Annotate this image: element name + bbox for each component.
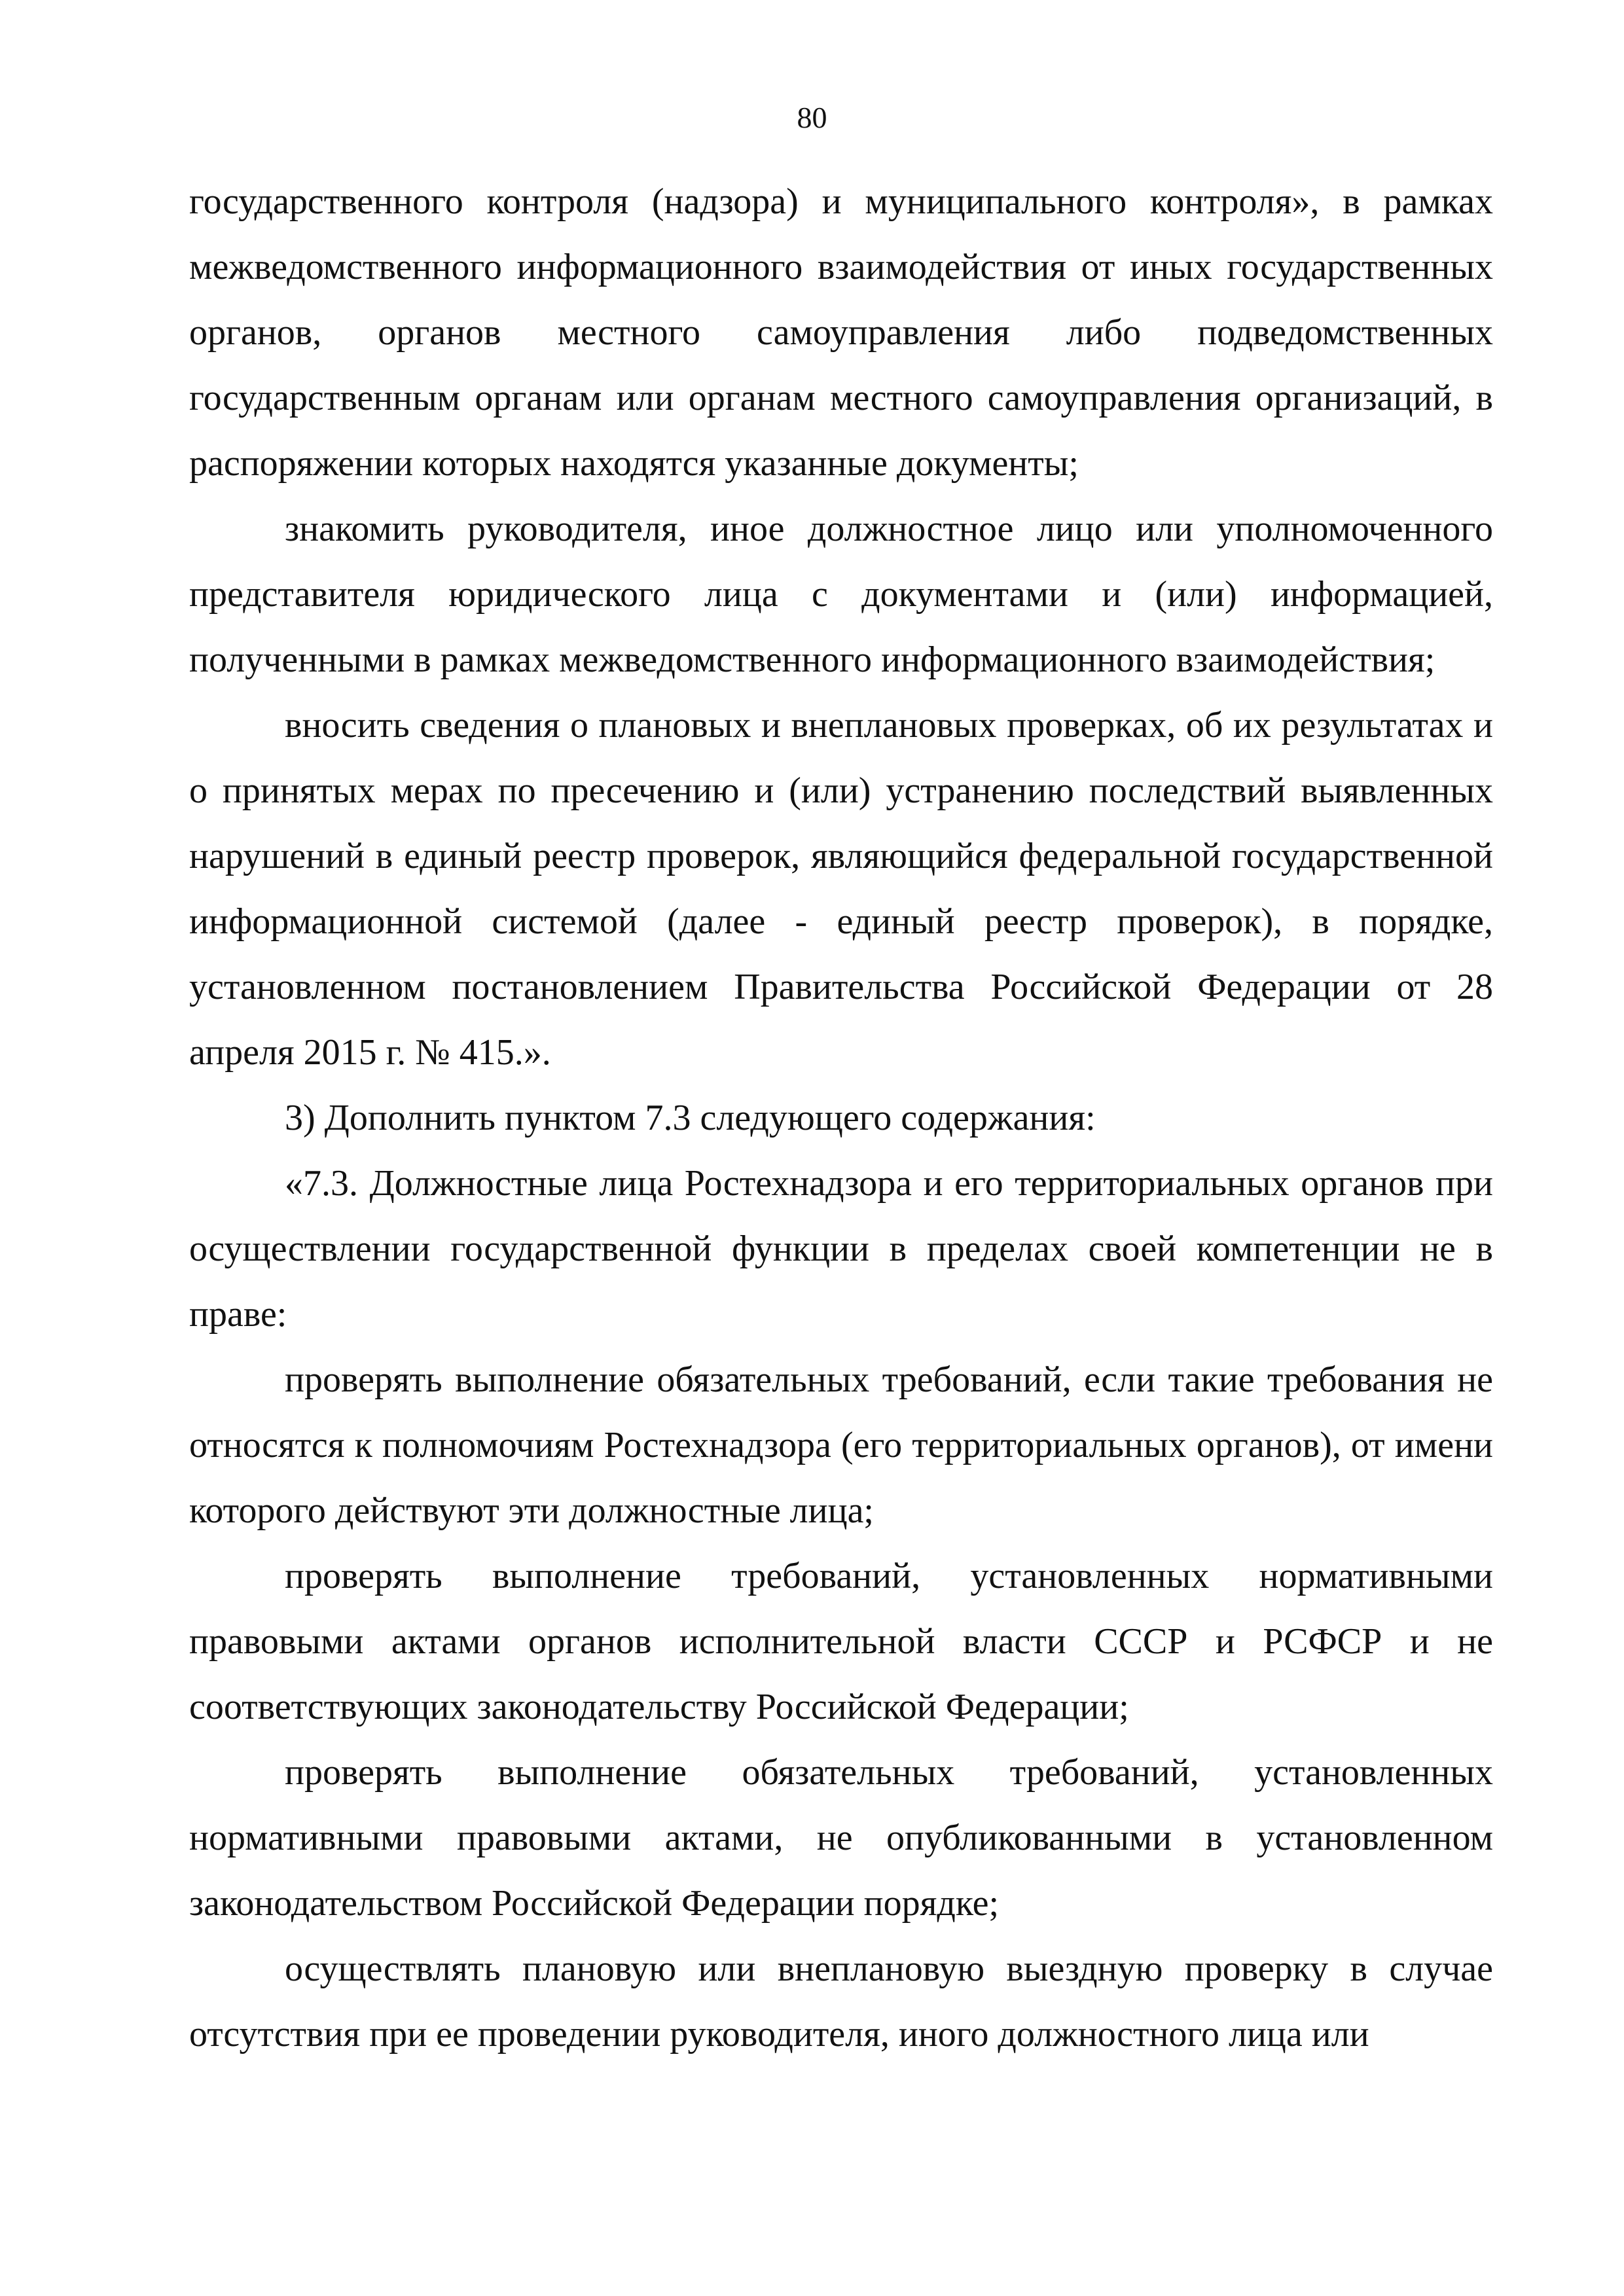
paragraph: проверять выполнение требований, установленных нормативными правовыми актами органов исполнительной власти СССР и РСФСР и не соответствующих законодательству Российской Федерации; [189, 1556, 1493, 1727]
document-body [189, 169, 1493, 2067]
paragraph: вносить сведения о плановых и внеплановых проверках, об их результатах и о принятых мерах по пресечению и (или) устранению последствий выявленных нарушений в единый реестр проверок, являющийся федеральной государственной информационной системой (далее - единый реестр проверок), в порядке, установленном постановлением Правительства Российской Федерации от 28 апреля 2015 г. № 415.». [189, 705, 1493, 1073]
page-number: 80 [797, 101, 827, 134]
paragraph: «7.3. Должностные лица Ростехнадзора и его территориальных органов при осуществлении государственной функции в пределах своей компетенции не в праве: [189, 1163, 1493, 1335]
paragraph: знакомить руководителя, иное должностное лицо или уполномоченного представителя юридического лица с документами и (или) информацией, полученными в рамках межведомственного информационного взаимодействия; [189, 509, 1493, 680]
paragraph: осуществлять плановую или внеплановую выездную проверку в случае отсутствия при ее проведении руководителя, иного должностного лица или [189, 1948, 1493, 2054]
paragraph: проверять выполнение обязательных требований, если такие требования не относятся к полномочиям Ростехнадзора (его территориальных органов), от имени которого действуют эти должностные лица; [189, 1359, 1493, 1531]
paragraph: проверять выполнение обязательных требований, установленных нормативными правовыми актами, не опубликованными в установленном законодательством Российской Федерации порядке; [189, 1752, 1493, 1924]
paragraph-heading-item: 3) Дополнить пунктом 7.3 следующего содержания: [285, 1098, 1096, 1138]
paragraph-continuation: государственного контроля (надзора) и муниципального контроля», в рамках межведомственного информационного взаимодействия от иных государственных органов, органов местного самоуправления либо подведомственных государственным органам или органам местного самоуправления организаций, в распоряжении которых находятся указанные документы; [189, 181, 1493, 484]
